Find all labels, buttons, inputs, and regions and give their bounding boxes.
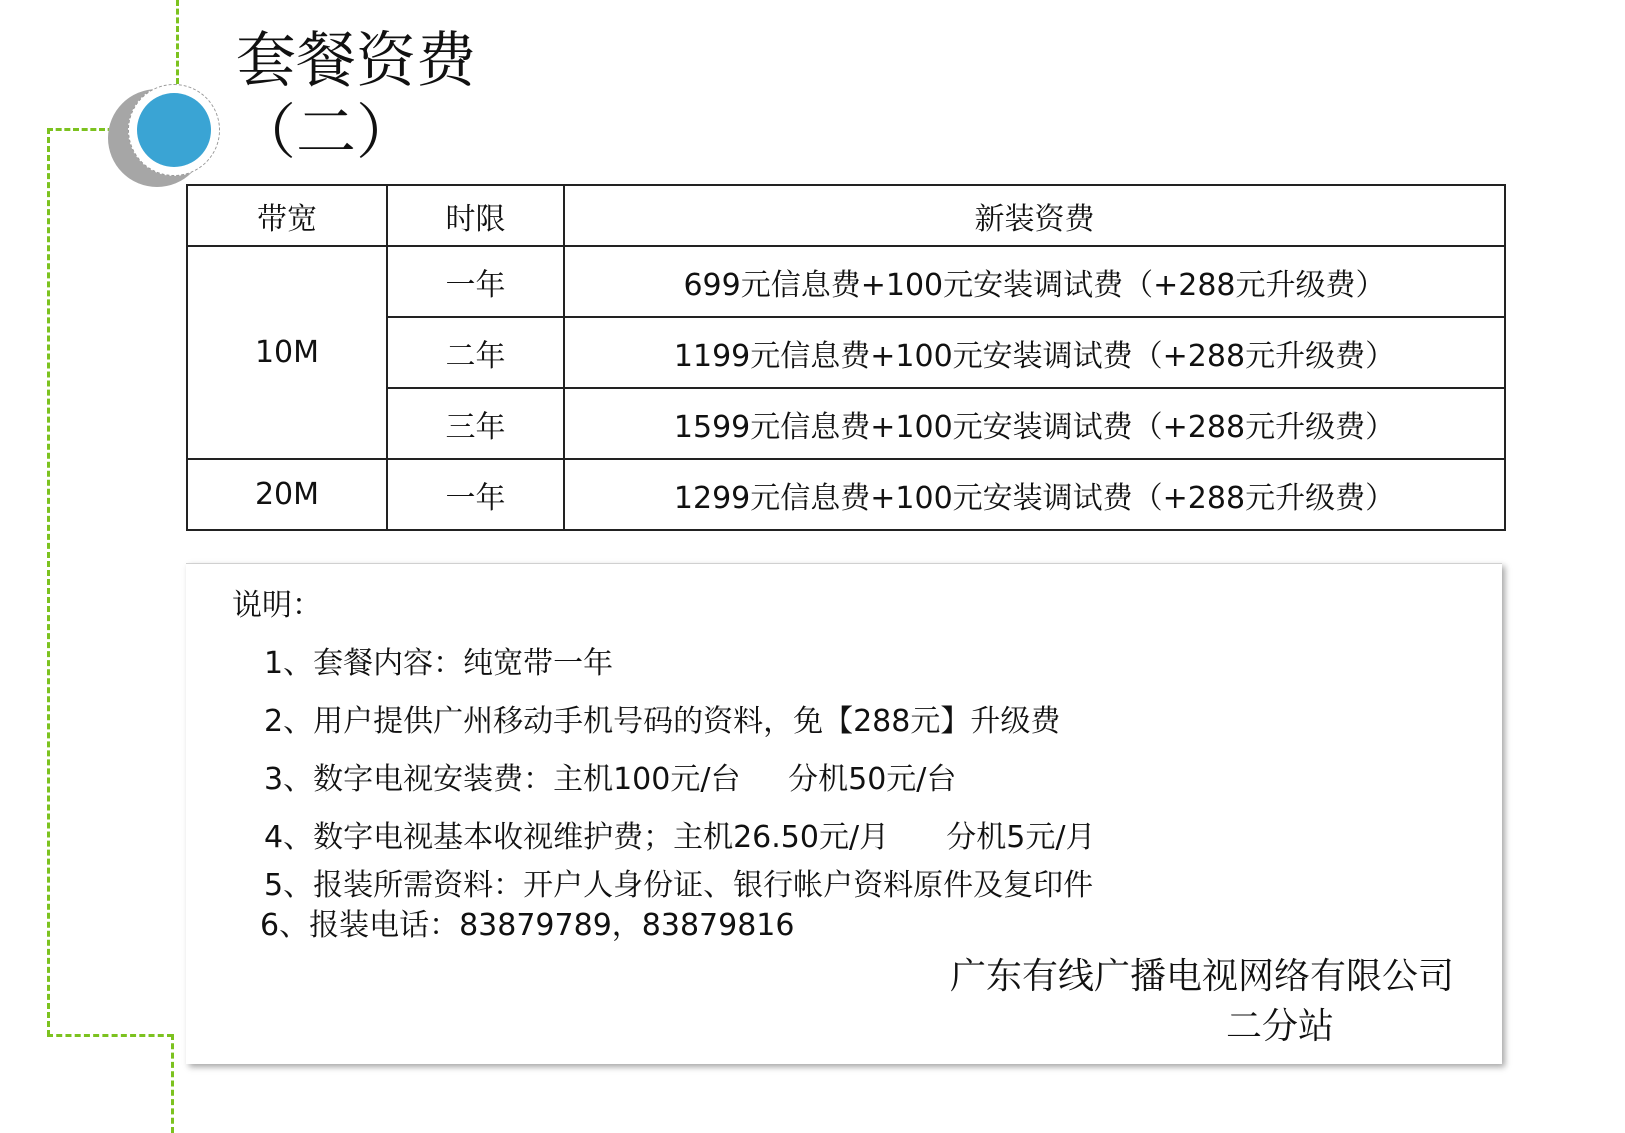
pricing-table bbox=[186, 184, 1506, 531]
header-bandwidth: 带宽 bbox=[187, 185, 387, 246]
table-header-row bbox=[187, 185, 1505, 246]
cell-fee: 699元信息费+100元安装调试费（+288元升级费） bbox=[564, 246, 1505, 317]
cell-fee: 1599元信息费+100元安装调试费（+288元升级费） bbox=[564, 388, 1505, 459]
cell-bandwidth: 10M bbox=[187, 246, 387, 459]
note-item: 4、数字电视基本收视维护费；主机26.50元/月 分机5元/月 bbox=[264, 820, 1096, 855]
note-item: 3、数字电视安装费：主机100元/台 分机50元/台 bbox=[264, 762, 957, 797]
header-fee: 新装资费 bbox=[564, 185, 1505, 246]
note-item: 1、套餐内容：纯宽带一年 bbox=[264, 646, 614, 681]
decorative-dashed-line bbox=[171, 1034, 174, 1133]
table-row bbox=[187, 459, 1505, 530]
page-subtitle: （二） bbox=[236, 98, 416, 168]
cell-term: 一年 bbox=[387, 459, 564, 530]
page-title: 套餐资费 bbox=[236, 26, 476, 96]
note-item: 2、用户提供广州移动手机号码的资料，免【288元】升级费 bbox=[264, 704, 1061, 739]
note-item: 5、报装所需资料：开户人身份证、银行帐户资料原件及复印件 bbox=[264, 868, 1094, 903]
cell-fee: 1299元信息费+100元安装调试费（+288元升级费） bbox=[564, 459, 1505, 530]
branch-name: 二分站 bbox=[1226, 1006, 1335, 1047]
cell-bandwidth: 20M bbox=[187, 459, 387, 530]
decorative-dashed-line bbox=[47, 128, 50, 1036]
table-row bbox=[187, 246, 1505, 317]
circle-ornament bbox=[128, 84, 220, 176]
decorative-dashed-line bbox=[176, 0, 179, 84]
company-name: 广东有线广播电视网络有限公司 bbox=[950, 956, 1455, 997]
note-item: 6、报装电话：83879789，83879816 bbox=[260, 908, 795, 943]
header-term: 时限 bbox=[387, 185, 564, 246]
cell-term: 二年 bbox=[387, 317, 564, 388]
decorative-dashed-line bbox=[47, 1034, 173, 1037]
notes-heading: 说明： bbox=[232, 588, 322, 623]
cell-term: 一年 bbox=[387, 246, 564, 317]
cell-fee: 1199元信息费+100元安装调试费（+288元升级费） bbox=[564, 317, 1505, 388]
notes-panel bbox=[186, 563, 1502, 1064]
cell-term: 三年 bbox=[387, 388, 564, 459]
blue-circle-icon bbox=[137, 93, 211, 167]
